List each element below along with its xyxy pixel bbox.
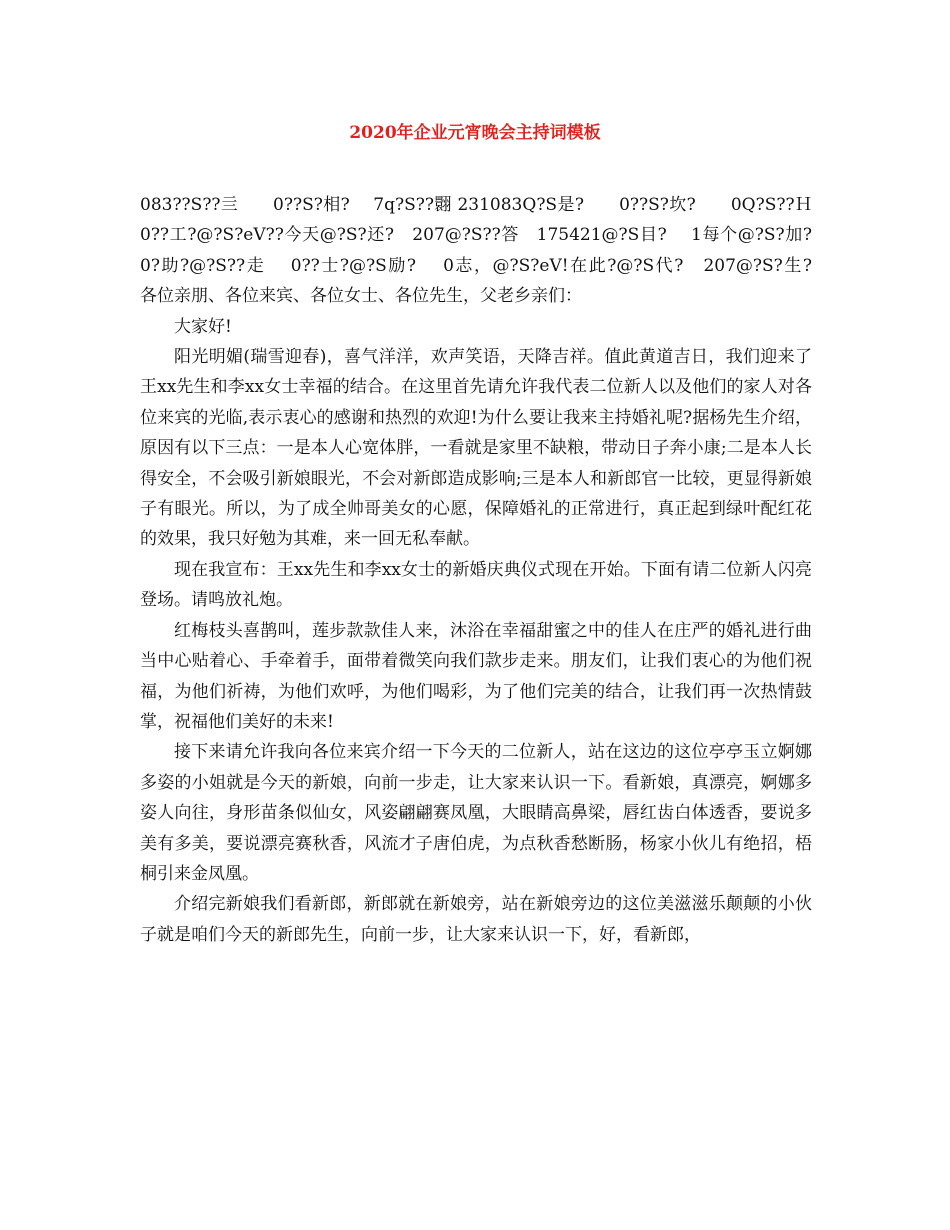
paragraph-groom-intro: 介绍完新娘我们看新郎，新郎就在新娘旁，站在新娘旁边的这位美滋滋乐颠颠的小伙子就是咱们今天的新郎先生，向前一步，让大家来认识一下，好，看新郎， <box>140 894 812 945</box>
paragraph-entrance: 红梅枝头喜鹊叫，莲步款款佳人来，沐浴在幸福甜蜜之中的佳人在庄严的婚礼进行曲当中心贴着心、手牵着手，面带着微笑向我们款步走来。朋友们，让我们衷心的为他们祝福，为他们祈祷，为他们欢呼，为他们喝彩，为了他们完美的结合，让我们再一次热情鼓掌，祝福他们美好的未来! <box>140 620 812 732</box>
paragraph-greeting: 大家好! <box>174 316 232 337</box>
paragraph-garbled-intro: 083??S??亖 0??S?相? 7q?S??翾 231083Q?S是? 0??S?坎? 0Q?S??Ｈ0??工?@?S?eV??今天@?S?还? 207@?S??答 175421@?S目? 1每个@?S?加? 0?助?@?S??走 0??士?@?S励? 0志，@?S?eV!在此?@?S代? 207@?S?生? 各位亲朋、各位来宾、各位女士、各位先生，父老乡亲们： <box>140 195 863 307</box>
document-body <box>140 190 863 950</box>
document-title: 2020年企业元宵晚会主持词模板 <box>349 123 601 143</box>
paragraph-opening: 阳光明媚(瑞雪迎春)，喜气洋洋，欢声笑语，天降吉祥。值此黄道吉日，我们迎来了王xx先生和李xx女士幸福的结合。在这里首先请允许我代表二位新人以及他们的家人对各位来宾的光临,表示衷心的感谢和热烈的欢迎!为什么要让我来主持婚礼呢?据杨先生介绍，原因有以下三点：一是本人心宽体胖，一看就是家里不缺粮，带动日子奔小康;二是本人长得安全，不会吸引新娘眼光，不会对新郎造成影响;三是本人和新郎官一比较，更显得新娘子有眼光。所以，为了成全帅哥美女的心愿，保障婚礼的正常进行，真正起到绿叶配红花的效果，我只好勉为其难，来一回无私奉献。 <box>140 347 812 550</box>
paragraph-announcement: 现在我宣布：王xx先生和李xx女士的新婚庆典仪式现在开始。下面有请二位新人闪亮登场。请鸣放礼炮。 <box>140 559 812 611</box>
paragraph-bride-intro: 接下来请允许我向各位来宾介绍一下今天的二位新人，站在这边的这位亭亭玉立婀娜多姿的小姐就是今天的新娘，向前一步走，让大家来认识一下。看新娘，真漂亮，婀娜多姿人向往，身形苗条似仙女，风姿翩翩赛凤凰，大眼睛高鼻梁，唇红齿白体透香，要说多美有多美，要说漂亮赛秋香，风流才子唐伯虎，为点秋香愁断肠，杨家小伙儿有绝招，梧桐引来金凤凰。 <box>140 742 812 884</box>
